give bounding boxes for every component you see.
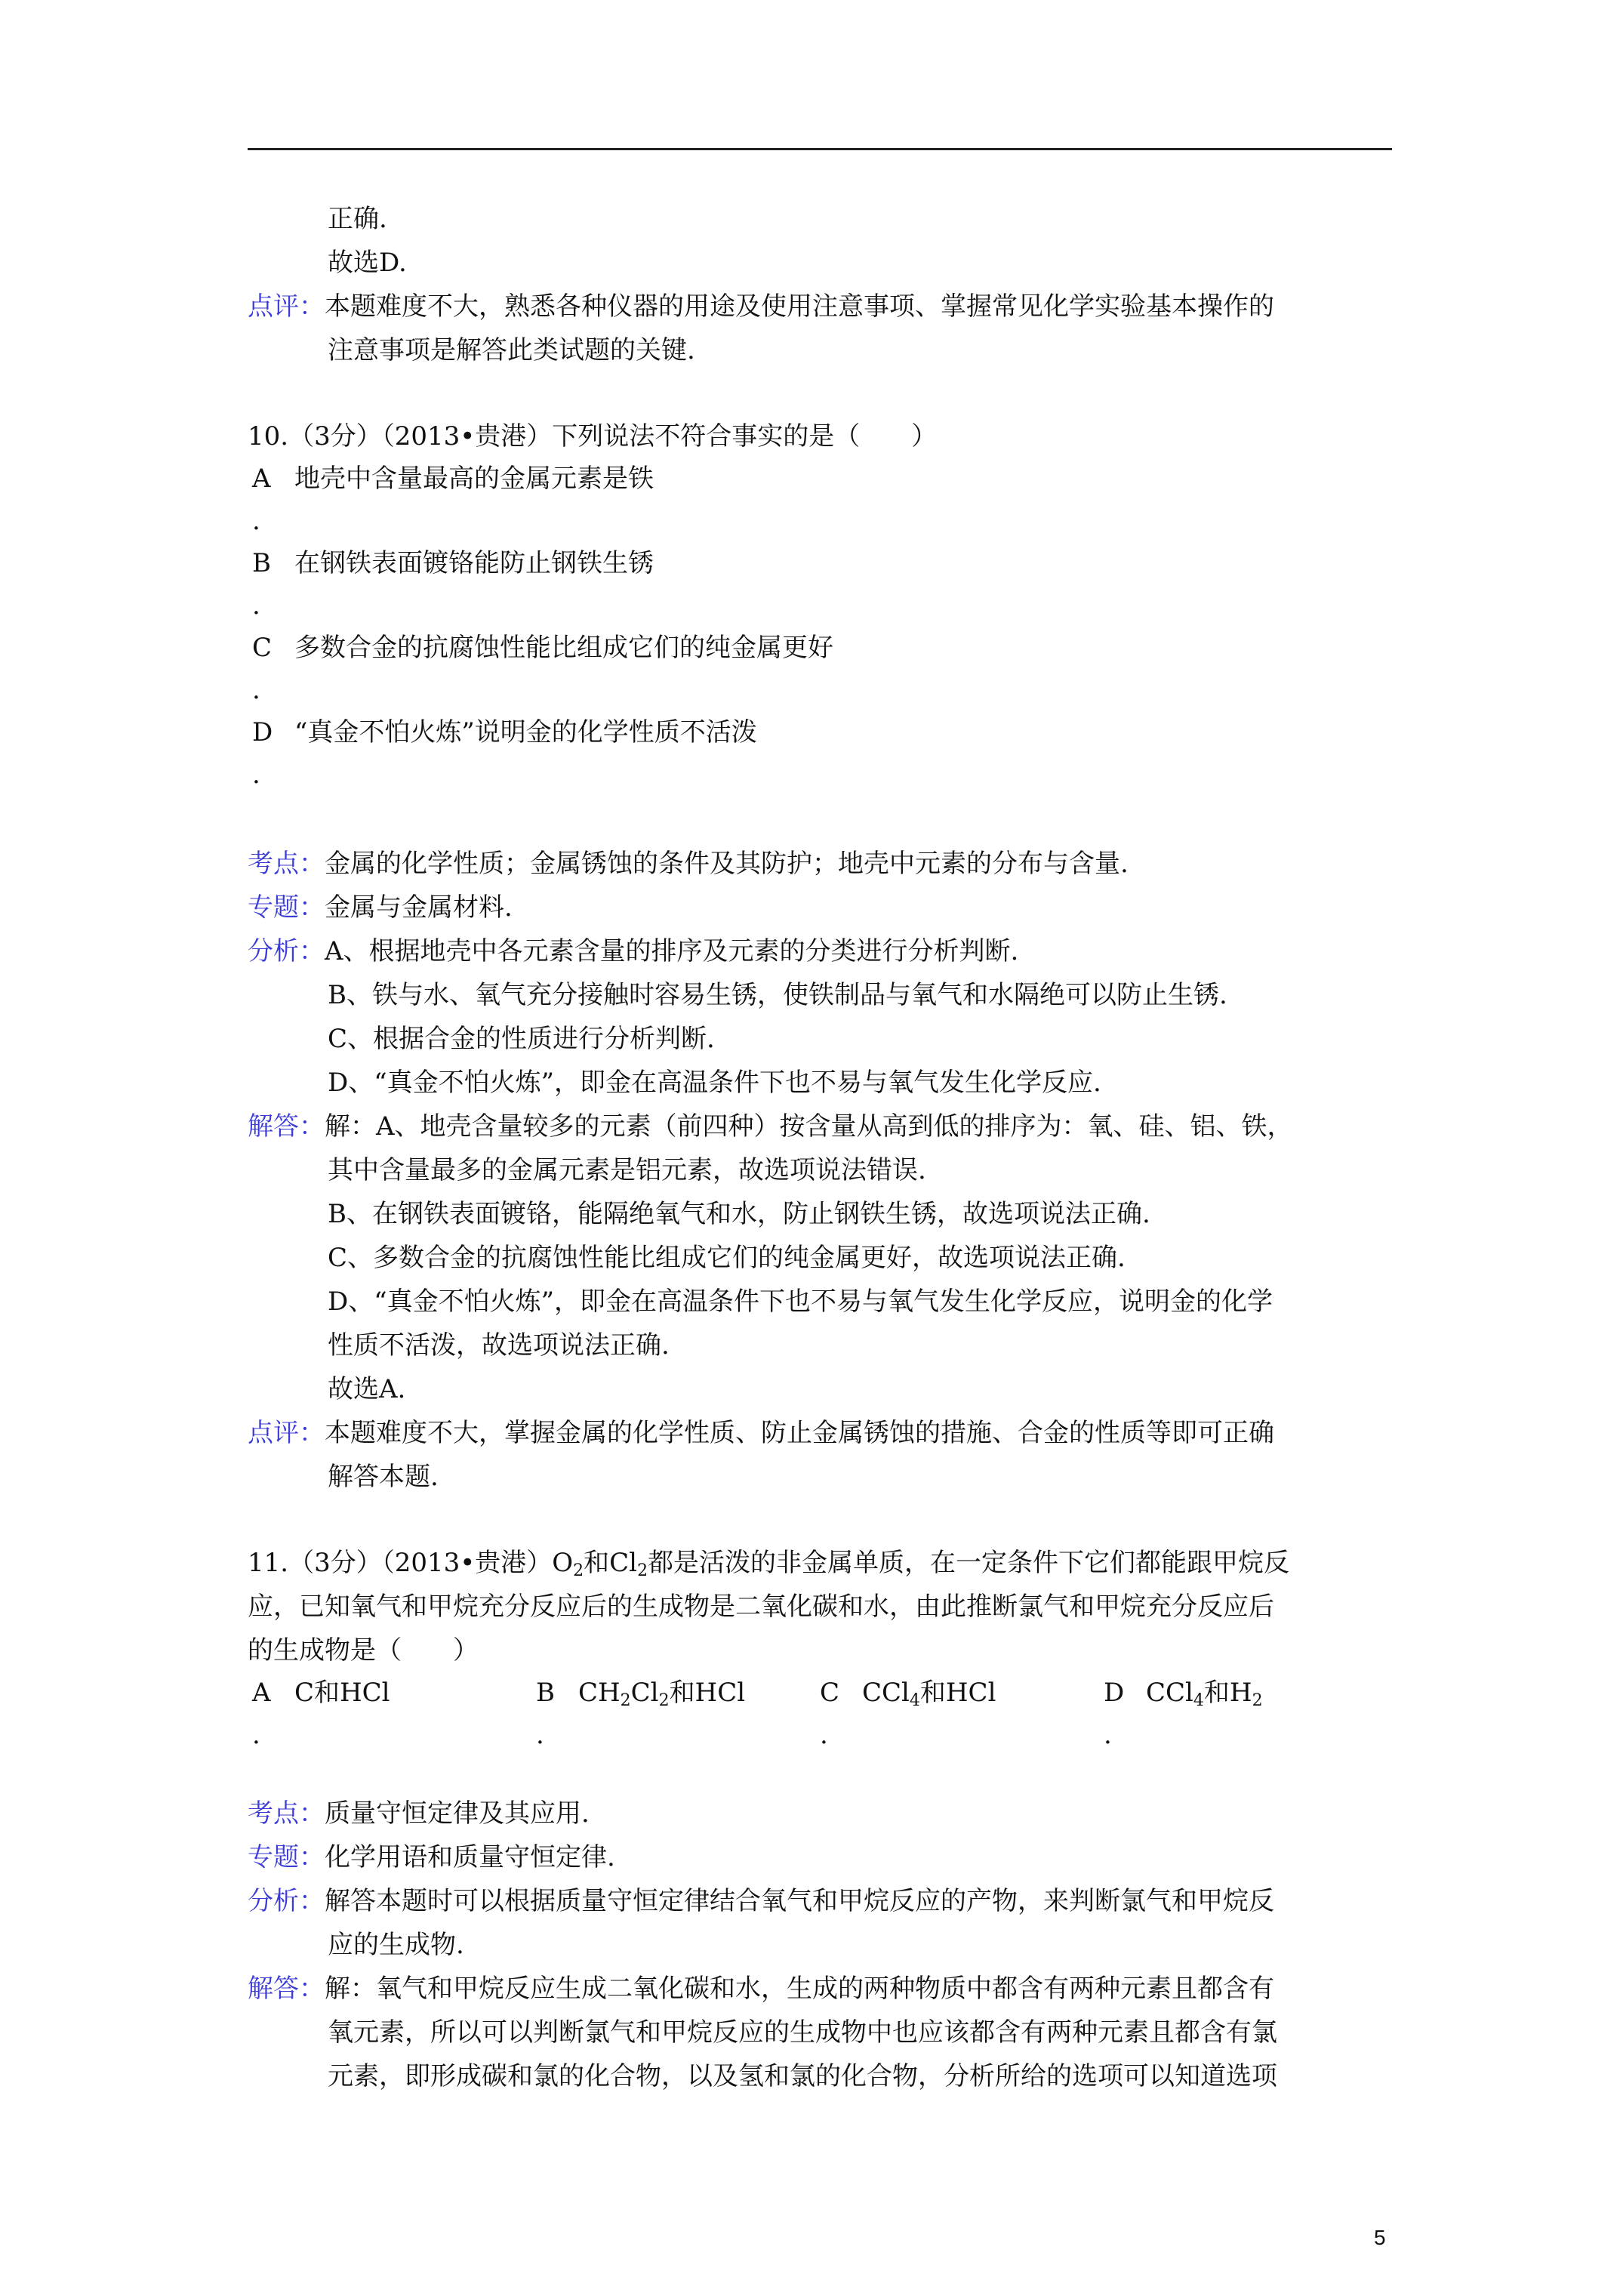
q10-jieda-line-5: D、“真金不怕火炼”，即金在高温条件下也不易与氧气发生化学反应，说明金的化学 [328, 1287, 1273, 1317]
option-dot: . [820, 1720, 828, 1750]
q11-stem-line-3: 的生成物是（ ） [248, 1635, 479, 1666]
q10-jieda-line-6: 性质不活泼，故选项说法正确. [328, 1330, 670, 1361]
zhuanti-label: 专题 [248, 1842, 299, 1872]
q10-kaodian: 考点：金属的化学性质；金属锈蚀的条件及其防护；地壳中元素的分布与含量. [248, 849, 1129, 879]
q11-stem: 11.（3分）（2013•贵港）$O_2$和$Cl_2$都是活泼的非金属单质，在一定条件下它们都能跟甲烷反 [248, 1548, 1290, 1580]
q9-choice-line: 故选D. [328, 248, 407, 278]
option-dot: . [252, 1720, 260, 1750]
q11-option-c: C CCl$_4$和HCl [820, 1678, 996, 1710]
q10-dianping-line-2: 解答本题. [328, 1462, 439, 1492]
q11-option-a: A C和HCl [252, 1678, 390, 1708]
q11-fenxi-line-2: 应的生成物. [328, 1930, 464, 1960]
q11-kaodian: 考点：质量守恒定律及其应用. [248, 1798, 590, 1829]
jieda-label: 解答 [248, 1974, 299, 2004]
kaodian-label: 考点 [248, 849, 299, 879]
q10-jieda-line-2: 其中含量最多的金属元素是铝元素，故选项说法错误. [328, 1155, 926, 1185]
review-label: 点评 [248, 291, 299, 322]
q10-fenxi-line-4: D、“真金不怕火炼”，即金在高温条件下也不易与氧气发生化学反应. [328, 1068, 1101, 1098]
option-dot: . [252, 675, 260, 705]
option-dot: . [252, 506, 260, 536]
option-text: “真金不怕火炼”说明金的化学性质不活泼 [294, 717, 757, 747]
q10-jieda-line-4: C、多数合金的抗腐蚀性能比组成它们的纯金属更好，故选项说法正确. [328, 1243, 1126, 1273]
q11-stem-line-2: 应，已知氧气和甲烷充分反应后的生成物是二氧化碳和水，由此推断氯气和甲烷充分反应后 [248, 1592, 1274, 1622]
kaodian-label: 考点 [248, 1798, 299, 1829]
q10-fenxi-line-3: C、根据合金的性质进行分析判断. [328, 1024, 715, 1054]
option-letter: D [252, 717, 273, 747]
zhuanti-label: 专题 [248, 892, 299, 923]
q10-dianping: 点评：本题难度不大，掌握金属的化学性质、防止金属锈蚀的措施、合金的性质等即可正确 [248, 1418, 1274, 1448]
option-letter: B [252, 548, 271, 578]
q10-fenxi: 分析：A、根据地壳中各元素含量的排序及元素的分类进行分析判断. [248, 936, 1019, 966]
q10-option-a [252, 462, 654, 495]
q9-review-line-1: 本题难度不大，熟悉各种仪器的用途及使用注意事项、掌握常见化学实验基本操作的 [325, 291, 1274, 322]
q9-review-line-2: 注意事项是解答此类试题的关键. [328, 335, 695, 365]
option-dot: . [252, 760, 260, 790]
option-letter: C [252, 633, 273, 663]
q11-option-d: D CCl$_4$和$H_2$ [1104, 1678, 1263, 1710]
q9-answer-line: 正确. [328, 204, 387, 234]
jieda-label: 解答 [248, 1111, 299, 1142]
option-dot: . [536, 1720, 544, 1750]
option-text: 地壳中含量最高的金属元素是铁 [294, 464, 654, 494]
header-rule [248, 148, 1392, 150]
q11-option-b: B $CH_2Cl_2$和HCl [536, 1678, 746, 1710]
q10-option-c [252, 631, 833, 664]
fenxi-label: 分析 [248, 936, 299, 966]
q10-jieda-line-7: 故选A. [328, 1374, 406, 1404]
q10-option-d [252, 716, 757, 749]
q10-fenxi-line-2: B、铁与水、氧气充分接触时容易生锈，使铁制品与氧气和水隔绝可以防止生锈. [328, 980, 1227, 1010]
option-letter: A [252, 464, 271, 494]
q11-jieda-line-3: 元素，即形成碳和氯的化合物，以及氢和氯的化合物，分析所给的选项可以知道选项 [328, 2061, 1277, 2091]
q11-jieda-line-2: 氧元素，所以可以判断氯气和甲烷反应的生成物中也应该都含有两种元素且都含有氯 [328, 2017, 1277, 2048]
q10-option-b [252, 547, 654, 580]
option-text: 多数合金的抗腐蚀性能比组成它们的纯金属更好 [294, 633, 833, 663]
q10-jieda: 解答：解：A、地壳含量较多的元素（前四种）按含量从高到低的排序为：氧、硅、铝、铁， [248, 1111, 1293, 1142]
page-number: 5 [1374, 2226, 1386, 2249]
dianping-label: 点评 [248, 1418, 299, 1448]
q11-jieda: 解答：解：氧气和甲烷反应生成二氧化碳和水，生成的两种物质中都含有两种元素且都含有 [248, 1974, 1274, 2004]
q10-stem: 10.（3分）（2013•贵港）下列说法不符合事实的是（ ） [248, 421, 938, 451]
option-dot: . [252, 590, 260, 621]
q9-review: 点评：本题难度不大，熟悉各种仪器的用途及使用注意事项、掌握常见化学实验基本操作的 [248, 291, 1274, 322]
option-text: 在钢铁表面镀铬能防止钢铁生锈 [294, 548, 654, 578]
q11-fenxi: 分析：解答本题时可以根据质量守恒定律结合氧气和甲烷反应的产物，来判断氯气和甲烷反 [248, 1886, 1274, 1916]
q10-jieda-line-3: B、在钢铁表面镀铬，能隔绝氧气和水，防止钢铁生锈，故选项说法正确. [328, 1199, 1150, 1229]
q11-zhuanti: 专题：化学用语和质量守恒定律. [248, 1842, 615, 1872]
fenxi-label: 分析 [248, 1886, 299, 1916]
option-dot: . [1104, 1720, 1112, 1750]
q10-zhuanti: 专题：金属与金属材料. [248, 892, 513, 923]
